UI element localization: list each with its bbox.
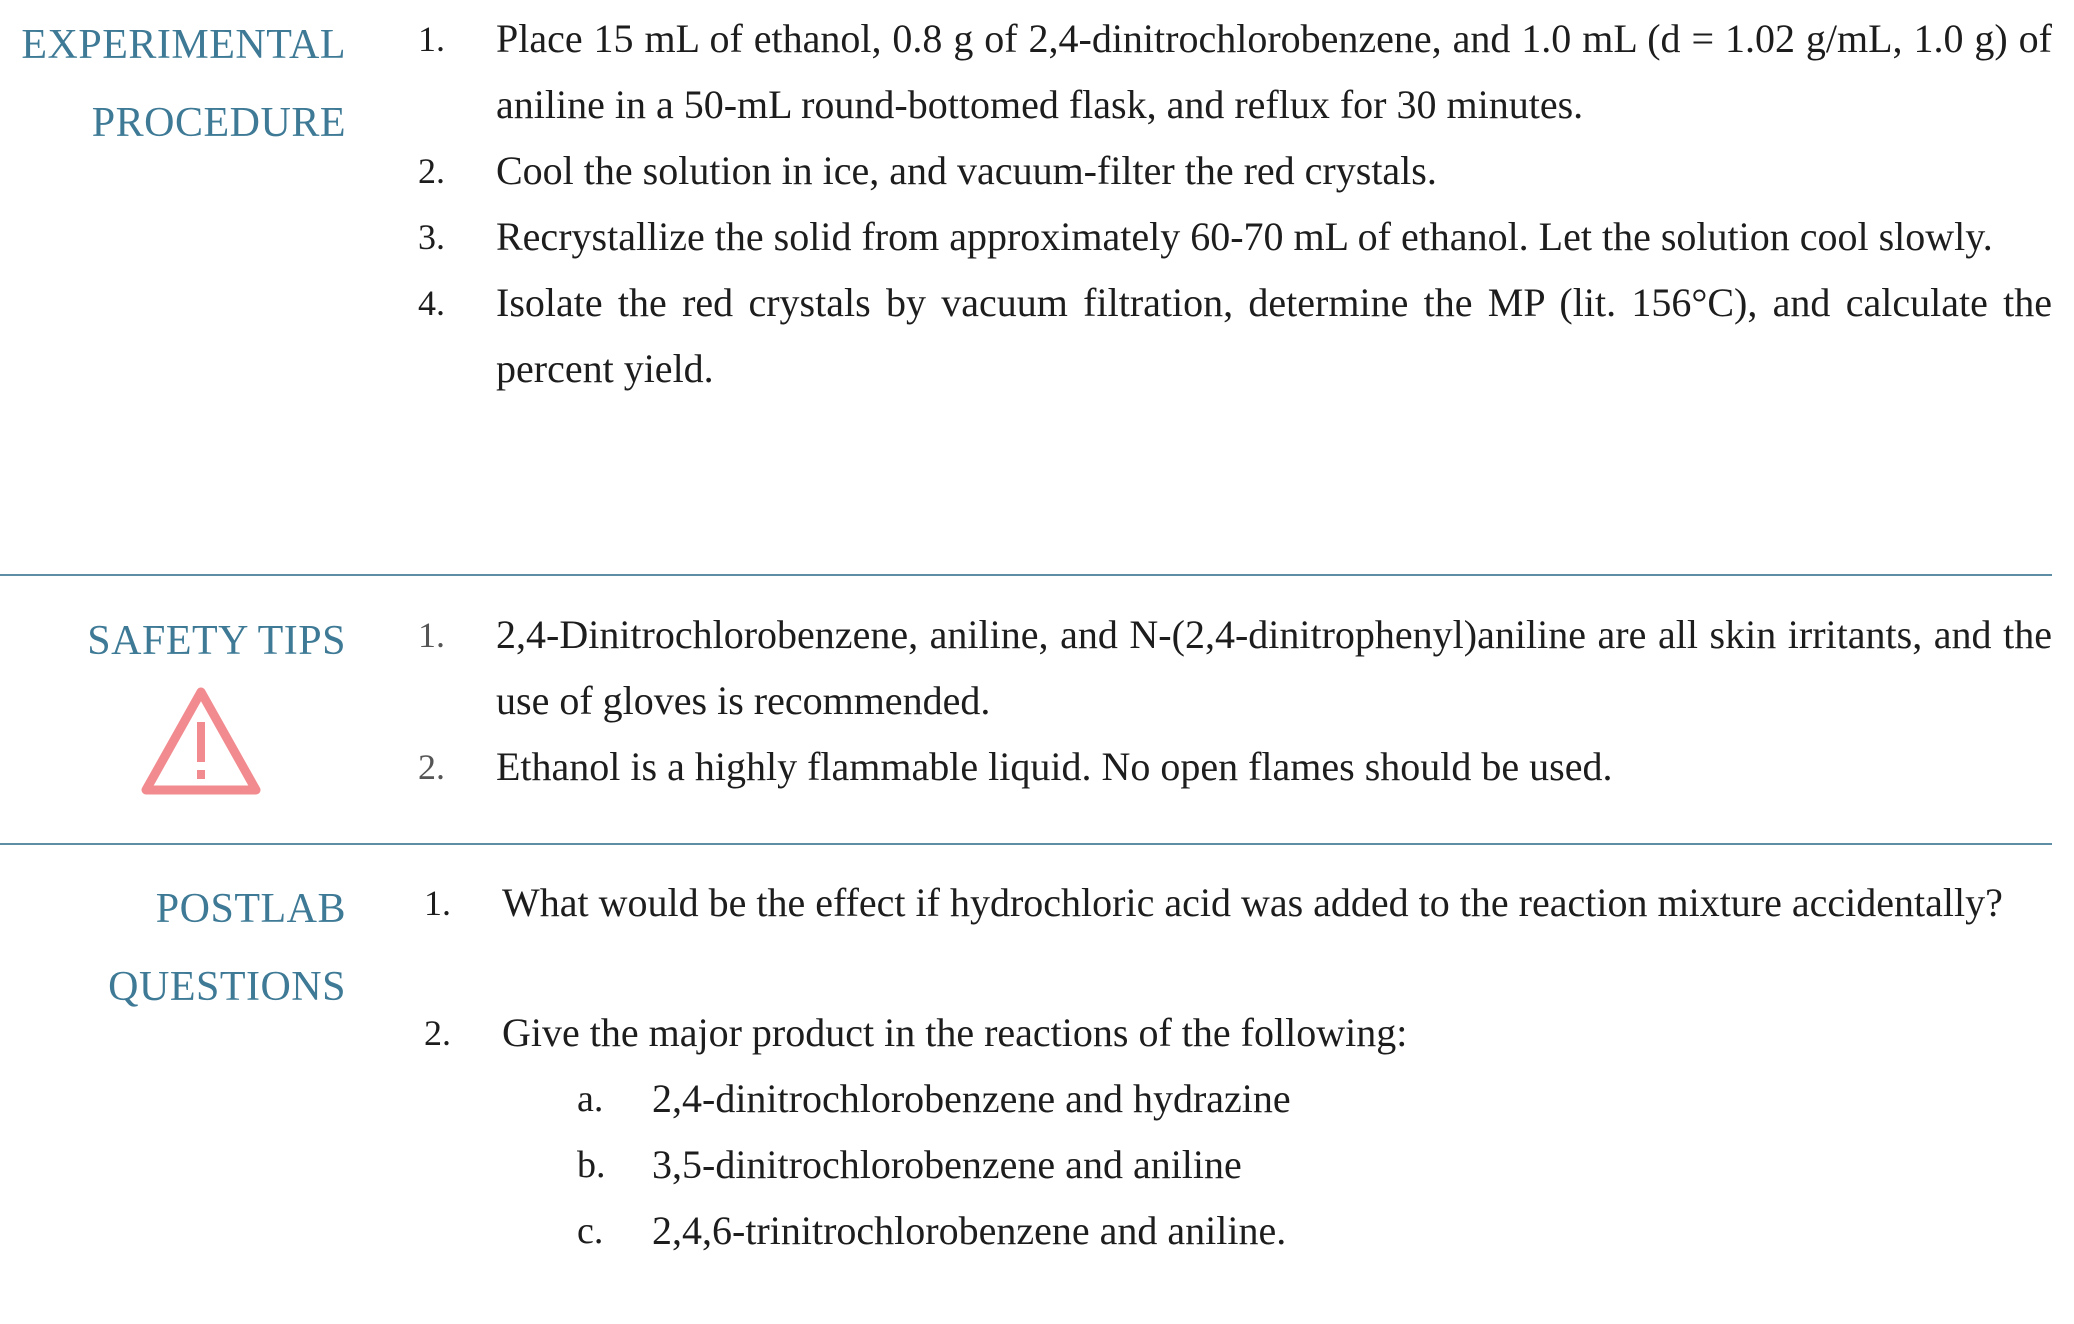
section-divider [0,574,2052,576]
safety-tips-list [418,602,2052,800]
warning-triangle-icon [140,686,262,796]
postlab-question: 1. What would be the effect if hydrochloric acid was added to the reaction mixture accidentally? [424,880,2003,925]
question-part: c. 2,4,6-trinitrochlorobenzene and aniline. [577,1208,1287,1253]
postlab-questions-label: POSTLAB QUESTIONS [108,886,346,1010]
procedure-step: 2. Cool the solution in ice, and vacuum-filter the red crystals. [418,148,1437,193]
postlab-questions-list [424,870,2052,1264]
safety-tips-section [0,600,2052,840]
safety-tip: 1. 2,4-Dinitrochlorobenzene, aniline, and N-(2,4-dinitrophenyl)aniline are all skin irritants, and the use of gloves is recommended. [418,612,2052,723]
postlab-question: 2. Give the major product in the reactions of the following: a. 2,4-dinitrochlorobenzene and hydrazine b. 3,5-dinitrochlorobenzene and aniline c. 2,4,6-trinitrochlorobenzene and aniline. [424,1000,2052,1264]
postlab-question-parts [502,1066,2052,1264]
procedure-step: 4. Isolate the red crystals by vacuum filtration, determine the MP (lit. 156°C), and calculate the percent yield. [418,280,2052,391]
procedure-step: 1. Place 15 mL of ethanol, 0.8 g of 2,4-dinitrochlorobenzene, and 1.0 mL (d = 1.02 g/mL, 1.0 g) of aniline in a 50-mL round-bottomed flask, and reflux for 30 minutes. [418,16,2052,127]
procedure-steps-list [418,6,2052,402]
experimental-procedure-label: EXPERIMENTAL PROCEDURE [21,22,346,146]
question-part: b. 3,5-dinitrochlorobenzene and aniline [577,1142,1242,1187]
procedure-step: 3. Recrystallize the solid from approximately 60-70 mL of ethanol. Let the solution cool slowly. [418,214,1993,259]
experimental-procedure-section [0,0,2052,560]
postlab-questions-section [0,870,2052,1324]
safety-tip: 2. Ethanol is a highly flammable liquid. No open flames should be used. [418,744,1613,789]
safety-tips-label: SAFETY TIPS [87,618,346,664]
section-divider [0,843,2052,845]
question-part: a. 2,4-dinitrochlorobenzene and hydrazine [577,1076,1291,1121]
